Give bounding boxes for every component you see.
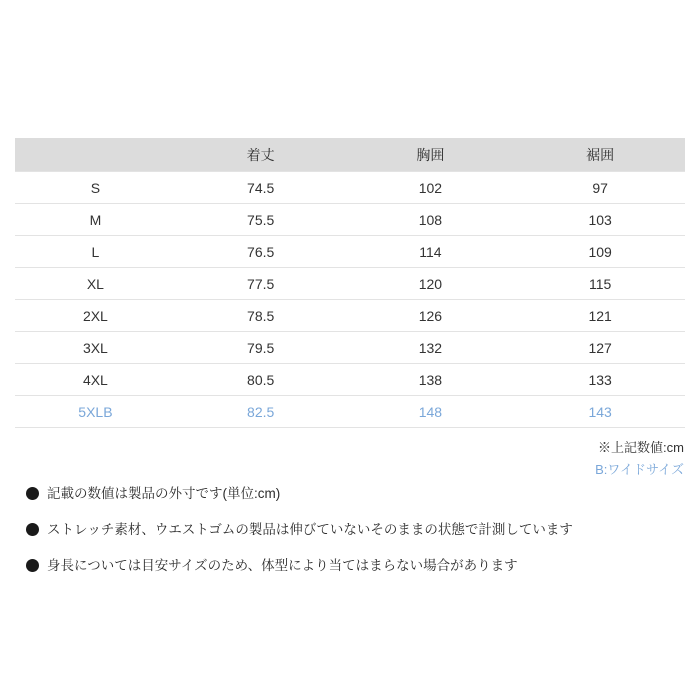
cell-length: 82.5 [176,396,346,428]
cell-hem: 133 [515,364,685,396]
notes-list [26,484,666,592]
table-row [15,364,685,396]
cell-size: M [15,204,176,236]
cell-size: 2XL [15,300,176,332]
cell-chest: 108 [346,204,516,236]
cell-length: 78.5 [176,300,346,332]
cell-hem: 103 [515,204,685,236]
unit-note: ※上記数値:cm [598,440,684,455]
cell-size: 3XL [15,332,176,364]
table-row [15,204,685,236]
cell-hem: 97 [515,172,685,204]
unit-notes [595,437,684,481]
cell-size: XL [15,268,176,300]
cell-size: 4XL [15,364,176,396]
list-item [26,484,666,504]
cell-length: 75.5 [176,204,346,236]
list-item-label: 記載の数値は製品の外寸です(単位:cm) [47,486,281,501]
cell-hem: 115 [515,268,685,300]
size-table-header [15,138,685,172]
cell-chest: 120 [346,268,516,300]
cell-chest: 148 [346,396,516,428]
cell-chest: 114 [346,236,516,268]
cell-hem: 121 [515,300,685,332]
header-cell-size [15,138,176,172]
bullet-dot-icon [26,523,39,536]
header-cell-hem: 裾囲 [515,138,685,172]
list-item [26,556,666,576]
table-row [15,332,685,364]
cell-chest: 138 [346,364,516,396]
list-item-label: ストレッチ素材、ウエストゴムの製品は伸びていないそのままの状態で計測しています [47,522,573,537]
cell-size: L [15,236,176,268]
cell-length: 79.5 [176,332,346,364]
wide-size-note: B:ワイドサイズ [595,462,684,477]
cell-hem: 127 [515,332,685,364]
cell-length: 76.5 [176,236,346,268]
header-cell-length: 着丈 [176,138,346,172]
cell-length: 77.5 [176,268,346,300]
table-header-row [15,138,685,172]
bullet-dot-icon [26,559,39,572]
bullet-dot-icon [26,487,39,500]
cell-size: 5XLB [15,396,176,428]
size-table-body [15,172,685,428]
cell-size: S [15,172,176,204]
table-row [15,300,685,332]
table-row [15,172,685,204]
table-row [15,236,685,268]
cell-chest: 126 [346,300,516,332]
cell-chest: 132 [346,332,516,364]
cell-length: 74.5 [176,172,346,204]
cell-hem: 109 [515,236,685,268]
cell-hem: 143 [515,396,685,428]
list-item [26,520,666,540]
table-row-highlighted [15,396,685,428]
header-cell-chest: 胸囲 [346,138,516,172]
list-item-label: 身長については目安サイズのため、体型により当てはまらない場合があります [47,558,518,573]
table-row [15,268,685,300]
size-table [15,138,685,428]
cell-chest: 102 [346,172,516,204]
cell-length: 80.5 [176,364,346,396]
